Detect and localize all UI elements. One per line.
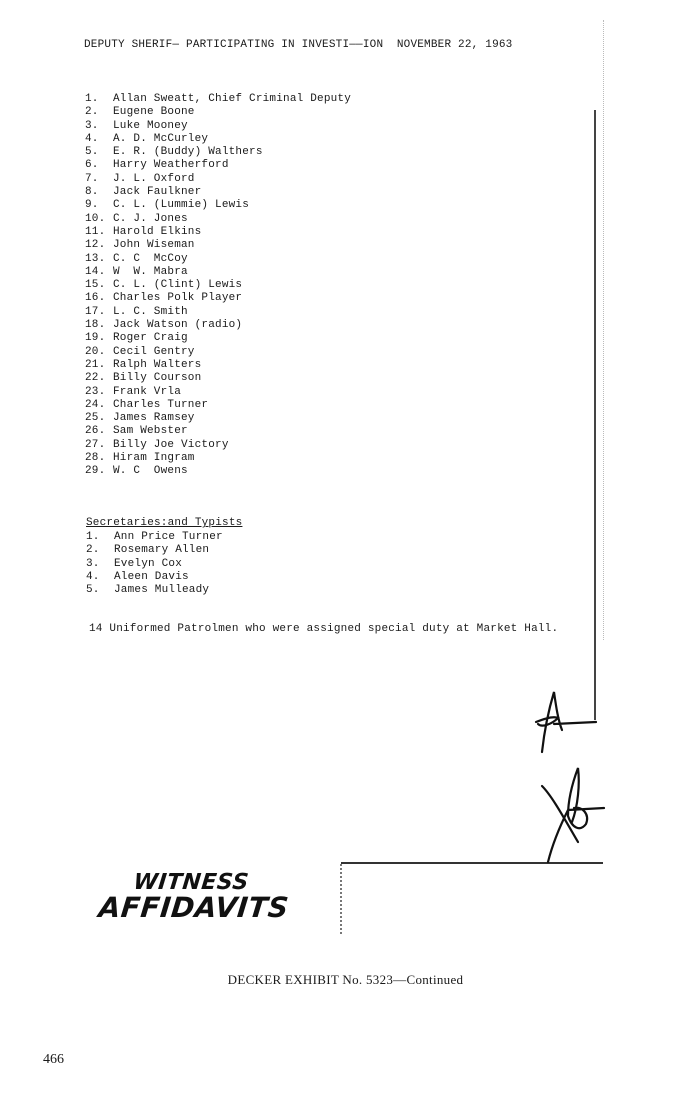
list-item	[86, 571, 223, 584]
list-item	[86, 544, 223, 557]
list-item	[85, 93, 351, 106]
item-number: 9.	[85, 199, 99, 212]
item-number: 2.	[85, 106, 99, 119]
item-name: W W. Mabra	[113, 265, 188, 278]
item-number: 1.	[86, 531, 100, 543]
list-item	[85, 199, 351, 212]
list-item	[85, 359, 351, 372]
item-number: 28.	[85, 452, 106, 465]
item-name: Cecil Gentry	[113, 345, 195, 358]
item-name: Roger Craig	[113, 332, 188, 345]
list-item	[85, 425, 351, 438]
item-name: Charles Turner	[113, 398, 209, 411]
list-item	[85, 173, 351, 186]
item-name: James Mulleady	[114, 584, 210, 597]
list-item	[86, 558, 223, 571]
scan-edge-line	[603, 20, 604, 640]
list-item	[85, 106, 351, 119]
item-number: 4.	[85, 132, 99, 145]
item-number: 8.	[85, 186, 99, 199]
item-name: Harold Elkins	[113, 225, 202, 238]
item-name: L. C. Smith	[113, 305, 188, 318]
item-name: Jack Faulkner	[113, 186, 202, 199]
box-left-edge	[340, 864, 342, 934]
item-name: Ralph Walters	[113, 358, 202, 371]
item-number: 12.	[85, 239, 106, 252]
list-item	[85, 332, 351, 345]
item-name: C. L. (Clint) Lewis	[113, 279, 243, 292]
list-item	[85, 239, 351, 252]
list-item	[85, 186, 351, 199]
item-name: C. J. Jones	[113, 212, 188, 225]
item-name: Harry Weatherford	[113, 159, 229, 172]
secretaries-list	[86, 531, 223, 597]
item-number: 2.	[86, 544, 100, 557]
list-item	[85, 452, 351, 465]
item-number: 29.	[85, 465, 106, 478]
item-name: Luke Mooney	[113, 119, 188, 132]
item-number: 25.	[85, 412, 106, 425]
item-number: 10.	[85, 212, 106, 225]
margin-rule	[594, 110, 596, 720]
list-item	[85, 465, 351, 478]
item-name: J. L. Oxford	[113, 172, 195, 185]
item-name: Sam Webster	[113, 425, 188, 438]
item-number: 4.	[86, 570, 100, 583]
item-number: 14.	[85, 265, 106, 278]
list-item	[85, 386, 351, 399]
item-number: 24.	[85, 398, 106, 411]
list-item	[85, 146, 351, 159]
list-item	[85, 319, 351, 332]
list-item	[85, 253, 351, 266]
item-name: Billy Joe Victory	[113, 438, 229, 451]
item-name: E. R. (Buddy) Walthers	[113, 146, 263, 159]
list-item	[86, 584, 223, 597]
item-number: 3.	[86, 557, 100, 570]
item-name: Charles Polk Player	[113, 292, 243, 305]
item-name: Rosemary Allen	[114, 544, 210, 557]
item-number: 21.	[85, 358, 106, 371]
item-name: James Ramsey	[113, 412, 195, 425]
stamp-line-2: AFFIDAVITS	[97, 891, 291, 924]
item-name: Frank Vrla	[113, 385, 182, 398]
item-name: A. D. McCurley	[113, 132, 209, 145]
list-item	[85, 159, 351, 172]
item-number: 27.	[85, 438, 106, 451]
secretaries-heading: Secretaries:and Typists	[86, 517, 243, 529]
deputy-list	[85, 93, 351, 479]
initials-mark-lower	[538, 766, 608, 866]
list-item	[85, 372, 351, 385]
item-number: 26.	[85, 425, 106, 438]
item-number: 13.	[85, 252, 106, 265]
item-name: Aleen Davis	[114, 570, 189, 583]
item-name: W. C Owens	[113, 465, 188, 478]
list-item	[85, 399, 351, 412]
witness-affidavits-stamp	[97, 872, 292, 922]
item-number: 7.	[85, 172, 99, 185]
list-item	[85, 120, 351, 133]
item-name: Evelyn Cox	[114, 557, 183, 570]
item-number: 5.	[85, 146, 99, 159]
item-number: 18.	[85, 319, 106, 332]
item-number: 23.	[85, 385, 106, 398]
item-number: 5.	[86, 584, 100, 597]
patrolmen-note: 14 Uniformed Patrolmen who were assigned special duty at Market Hall.	[89, 623, 559, 635]
item-number: 20.	[85, 345, 106, 358]
list-item	[85, 213, 351, 226]
list-item	[85, 292, 351, 305]
initials-mark-upper	[528, 682, 598, 757]
document-heading: DEPUTY SHERIF― PARTICIPATING IN INVESTI――ION NOVEMBER 22, 1963	[84, 39, 513, 51]
list-item	[85, 439, 351, 452]
exhibit-caption: DECKER EXHIBIT No. 5323—Continued	[227, 972, 464, 987]
item-number: 3.	[85, 119, 99, 132]
item-number: 11.	[85, 225, 106, 238]
item-number: 19.	[85, 332, 106, 345]
item-number: 1.	[85, 93, 99, 105]
list-item	[85, 306, 351, 319]
item-number: 22.	[85, 372, 106, 385]
item-number: 6.	[85, 159, 99, 172]
list-item	[85, 266, 351, 279]
item-name: Eugene Boone	[113, 106, 195, 119]
page-number: 466	[43, 1052, 64, 1067]
item-name: Billy Courson	[113, 372, 202, 385]
list-item	[85, 133, 351, 146]
stamp-line-1: WITNESS	[132, 870, 251, 895]
item-number: 17.	[85, 305, 106, 318]
list-item	[85, 226, 351, 239]
list-item	[85, 346, 351, 359]
item-name: Jack Watson (radio)	[113, 319, 243, 332]
list-item	[85, 412, 351, 425]
item-name: Ann Price Turner	[114, 531, 223, 543]
item-name: C. L. (Lummie) Lewis	[113, 199, 250, 212]
item-name: John Wiseman	[113, 239, 195, 252]
list-item	[86, 531, 223, 544]
list-item	[85, 279, 351, 292]
item-name: C. C McCoy	[113, 252, 188, 265]
item-number: 15.	[85, 279, 106, 292]
item-number: 16.	[85, 292, 106, 305]
item-name: Allan Sweatt, Chief Criminal Deputy	[113, 93, 352, 105]
item-name: Hiram Ingram	[113, 452, 195, 465]
